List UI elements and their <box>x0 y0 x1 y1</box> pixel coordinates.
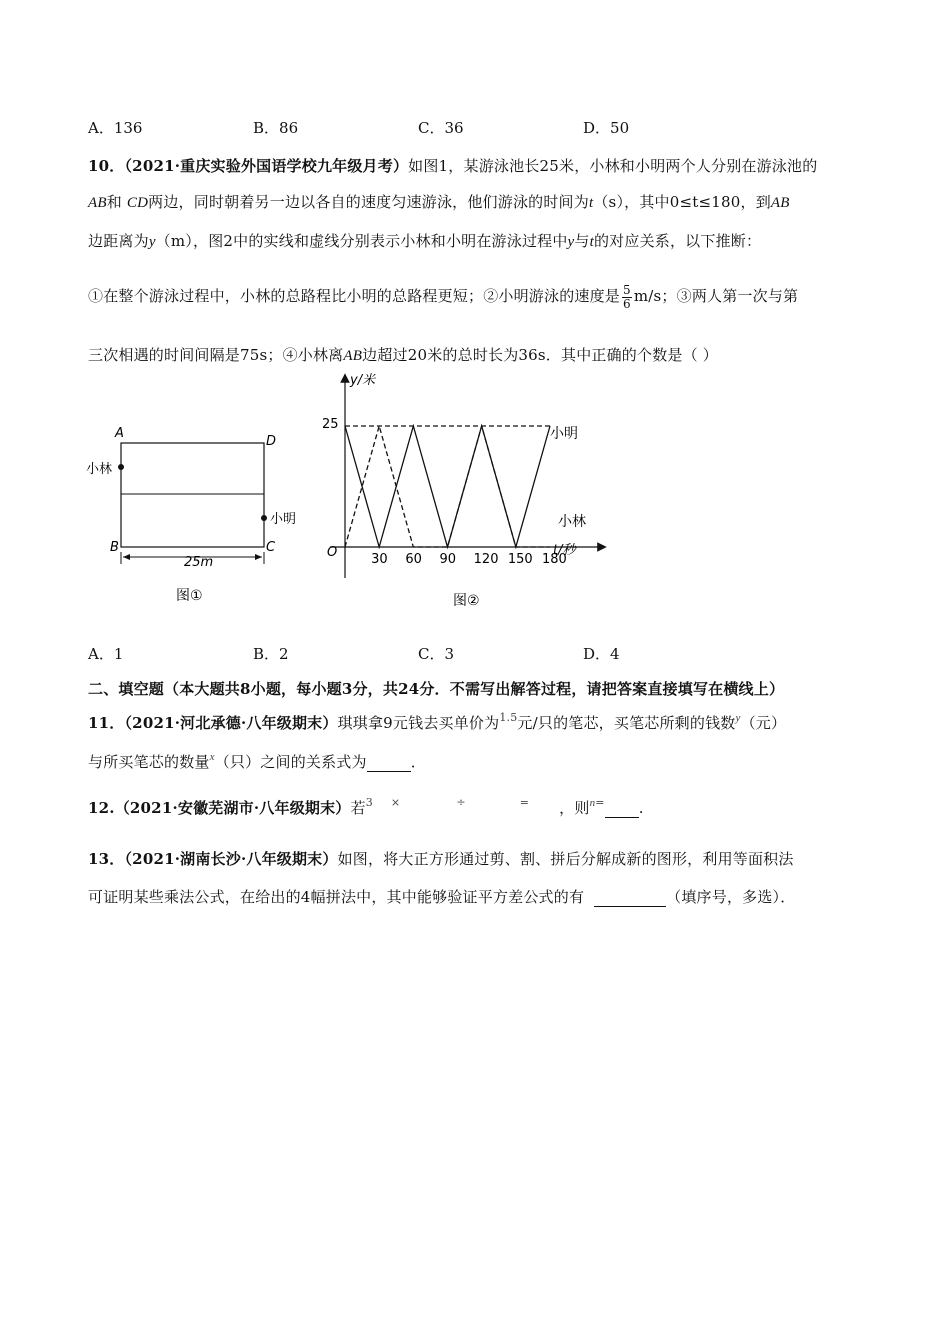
origin-label: O <box>327 545 338 560</box>
q10-source: （2021·重庆实验外国语学校九年级月考） <box>124 157 409 175</box>
q13-source: （2021·湖南长沙·八年级期末） <box>124 850 338 868</box>
label-lin: 小林 <box>86 462 113 477</box>
q11-answer-blank <box>367 753 411 772</box>
q9-option-d: D．50 <box>583 119 630 137</box>
x-tick-60: 60 <box>405 552 422 567</box>
q10-line-2: AB和 CD两边，同时朝着另一边以各自的速度匀速游泳，他们游泳的时间为t（s），其中0≤t≤180，到AB <box>88 193 790 211</box>
x-tick-90: 90 <box>439 552 457 567</box>
series-line-0 <box>345 426 550 547</box>
figure-1-caption: 图① <box>176 588 203 604</box>
label-b: B <box>110 540 119 555</box>
q10-line-3: 边距离为y（m），图2中的实线和虚线分别表示小林和小明在游泳过程中y与t的对应关系，以下推断： <box>88 232 762 250</box>
pool-rect <box>121 443 264 547</box>
q12-line: 12.（2021·安徽芜湖市·八年级期末）若$^3$ × ÷ = ，则$^{n=}$ . <box>88 796 644 817</box>
q13-answer-blank <box>594 888 666 907</box>
y-tick-25: 25 <box>322 417 339 432</box>
q11-line-2: 与所买笔芯的数量$^x$（只）之间的关系式为 ． <box>88 751 426 771</box>
x-axis-label: t/秒 <box>553 543 576 558</box>
q10-line-1: 10．（2021·重庆实验外国语学校九年级月考）如图1，某游泳池长25米，小林和小明两个人分别在游泳池的 <box>88 157 818 175</box>
ming-dot <box>261 515 267 521</box>
label-width: 25m <box>184 555 214 570</box>
q11-source: （2021·河北承德·八年级期末） <box>124 714 338 732</box>
label-d: D <box>266 434 277 449</box>
q13-number: 13． <box>88 850 125 868</box>
q10-line-4: ①在整个游泳过程中，小林的总路程比小明的总路程更短；②小明游泳的速度是 $\frac{5}{6}$ m/s；③两人第一次与第 <box>88 282 799 311</box>
label-c: C <box>266 540 276 555</box>
figure-1-pool <box>80 420 320 620</box>
series-group <box>345 426 550 547</box>
figure-2-graph <box>310 370 630 620</box>
y-axis-label: y/米 <box>350 373 376 388</box>
q12-source: （2021·安徽芜湖市·八年级期末） <box>114 799 351 817</box>
q9-option-a: A．136 <box>88 119 143 137</box>
figure-2-caption: 图② <box>453 593 480 609</box>
q12-answer-blank <box>605 799 639 818</box>
x-tick-150: 150 <box>507 552 533 567</box>
speed-fraction: $\frac{5}{6}$ <box>623 282 631 311</box>
q9-option-b: B．86 <box>253 119 299 137</box>
x-tick-30: 30 <box>371 552 388 567</box>
q13-line-1: 13．（2021·湖南长沙·八年级期末）如图，将大正方形通过剪、割、拼后分解成新的图形，利用等面积法 <box>88 850 794 868</box>
q10-option-a: A．1 <box>88 645 124 663</box>
section-2-heading: 二、填空题（本大题共8小题，每小题3分，共24分．不需写出解答过程，请把答案直接填写在横线上） <box>88 680 785 698</box>
q10-option-b: B．2 <box>253 645 289 663</box>
x-tick-120: 120 <box>473 552 499 567</box>
q10-line-5: 三次相遇的时间间隔是75s；④小林离AB边超过20米的总时长为36s．其中正确的个数是（ ） <box>88 346 718 364</box>
legend-ming: 小明 <box>550 426 578 442</box>
q10-option-d: D．4 <box>583 645 620 663</box>
q10-number: 10． <box>88 157 125 175</box>
q9-option-c: C．36 <box>418 119 464 137</box>
q10-option-c: C．3 <box>418 645 455 663</box>
series-line-1 <box>345 426 550 547</box>
x-tick-180: 180 <box>542 552 567 567</box>
q12-number: 12. <box>88 799 115 817</box>
label-a: A <box>115 426 124 441</box>
x-ticks <box>371 552 567 567</box>
label-ming: 小明 <box>270 512 297 527</box>
legend-lin: 小林 <box>558 514 586 530</box>
q13-line-2: 可证明某些乘法公式，在给出的4幅拼法中，其中能够验证平方差公式的有 （填序号，多选）． <box>88 888 796 906</box>
lin-dot <box>118 464 124 470</box>
q11-number: 11． <box>88 714 125 732</box>
q11-line-1: 11．（2021·河北承德·八年级期末）琪琪拿9元钱去买单价为$^{1.5}$元/只的笔芯，买笔芯所剩的钱数$^y$（元） <box>88 711 787 732</box>
